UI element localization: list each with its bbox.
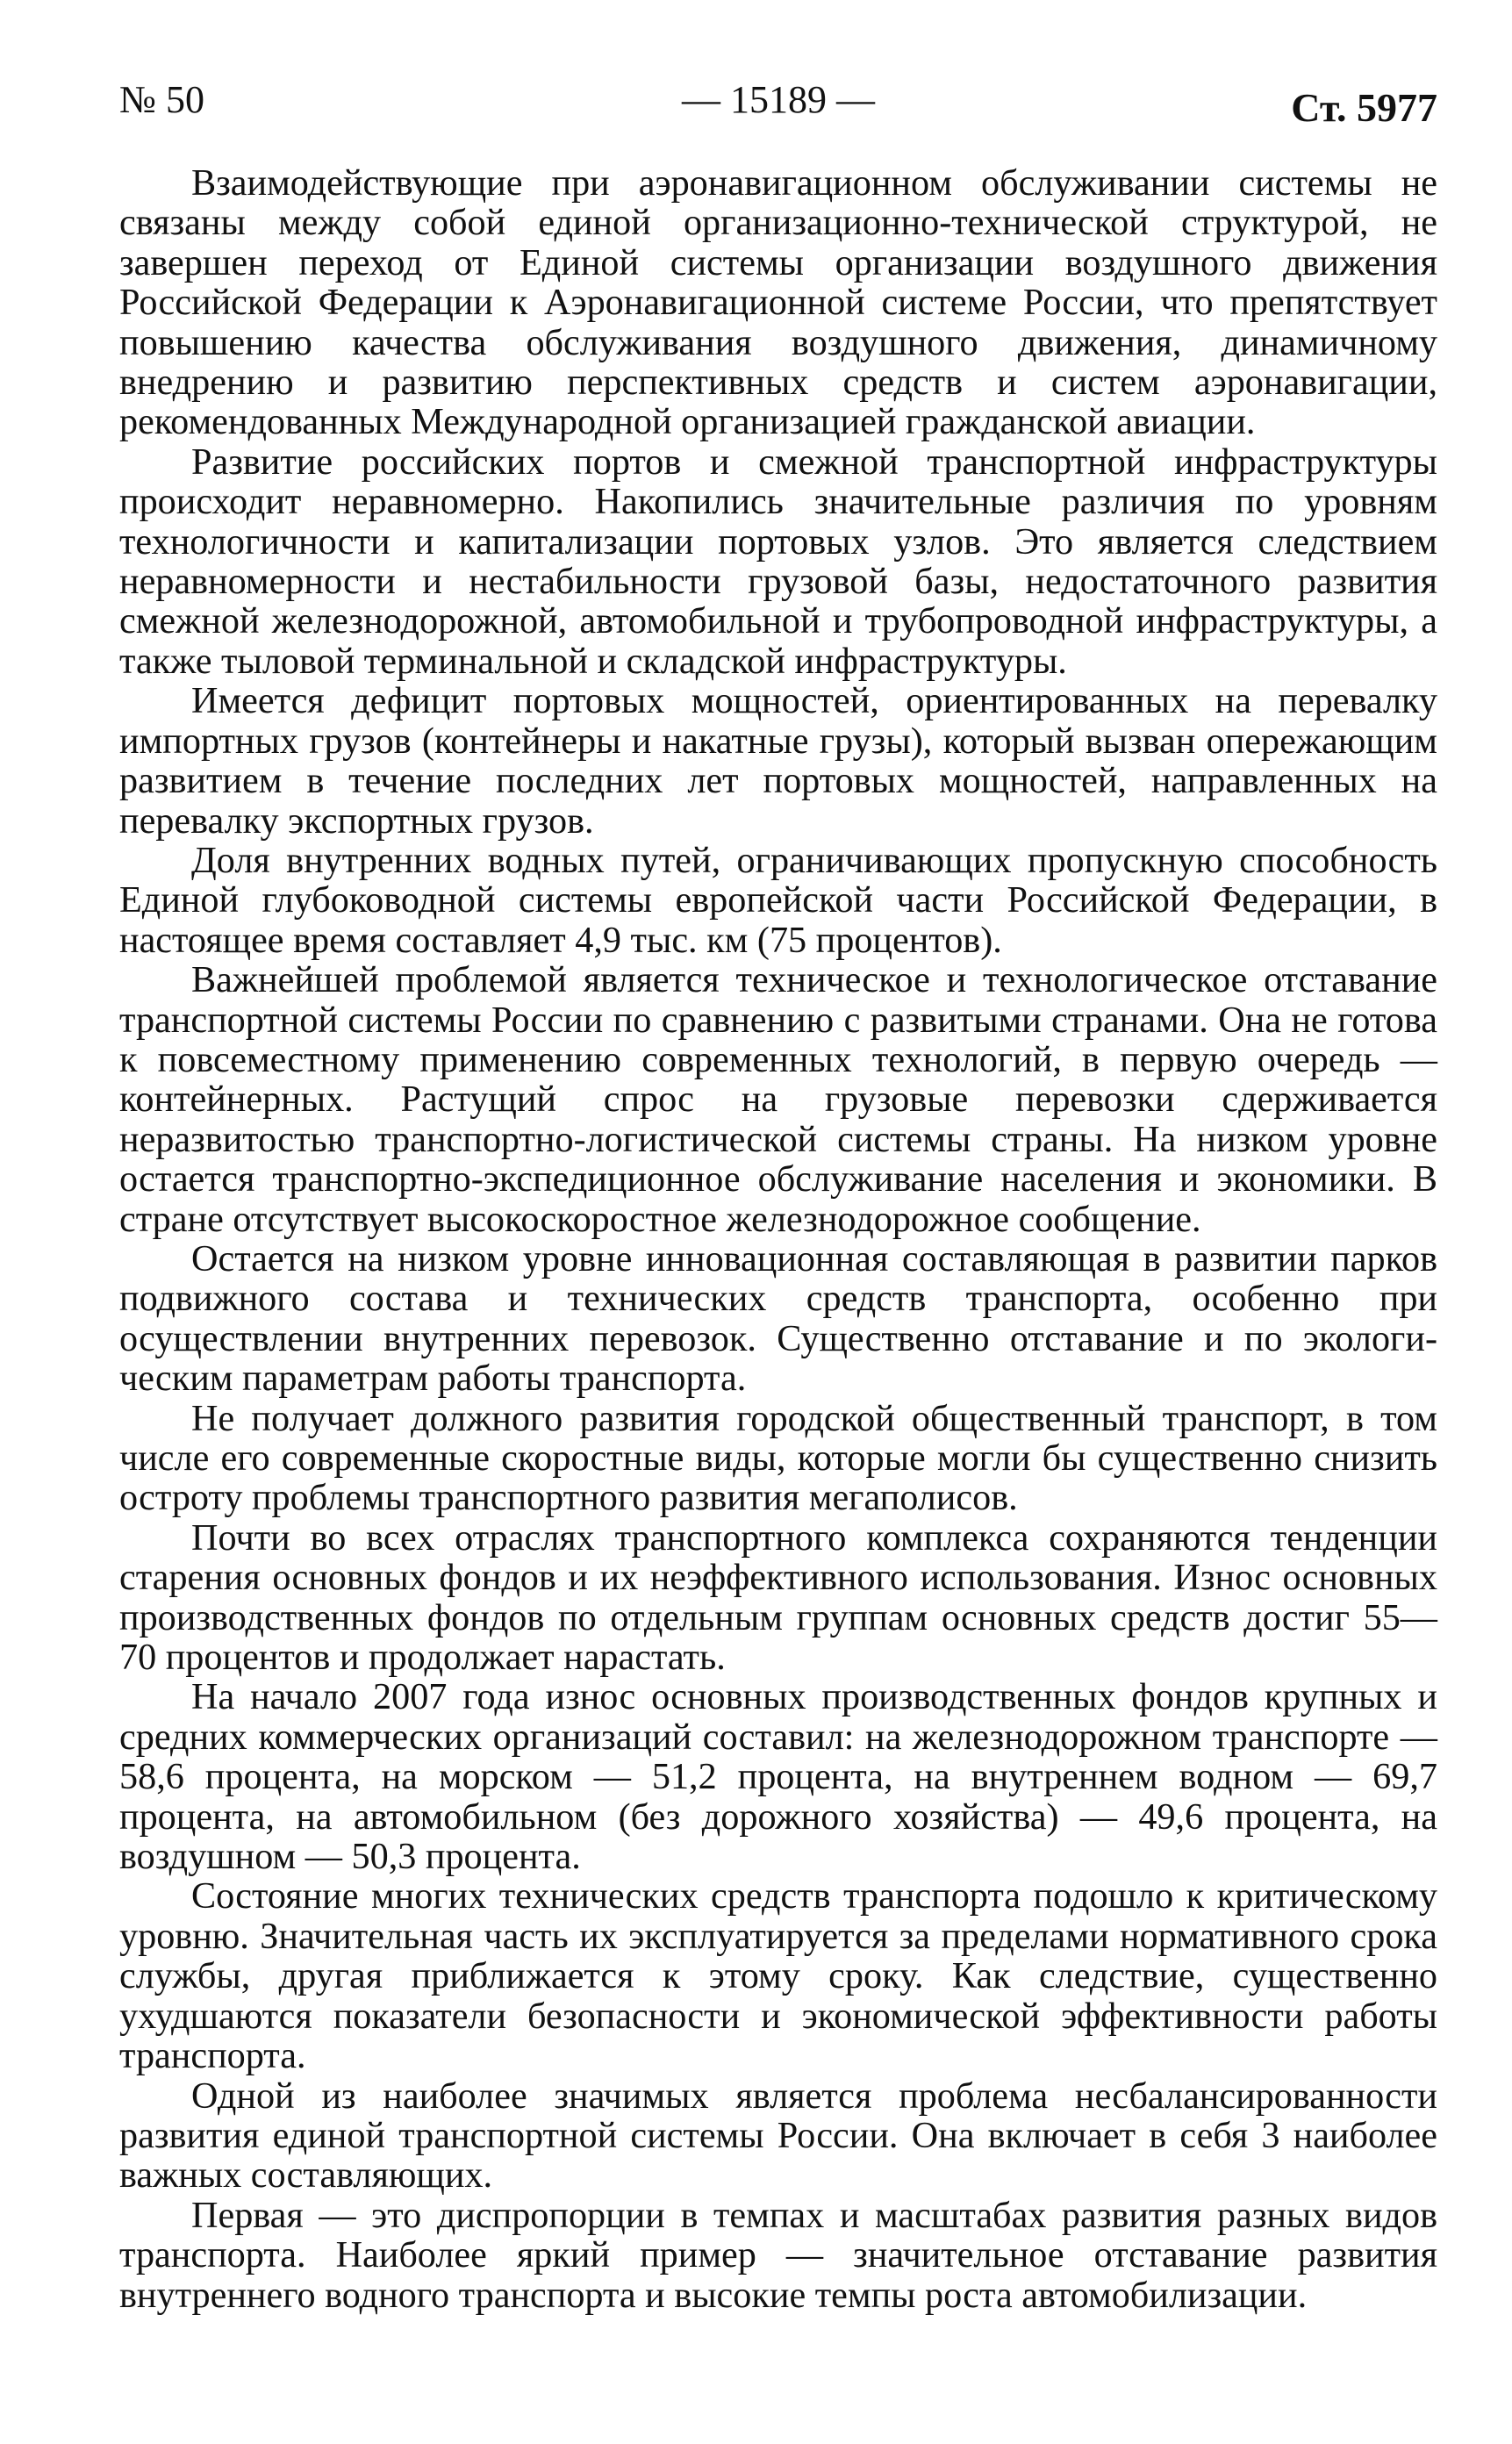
- paragraph: Имеется дефицит портовых мощностей, ориентированных на перевалку импортных грузов (контейнеры и накатные грузы), который вызван опережающим развитием в течение последних лет портовых мощностей, направленных на перевалку экспортных грузов.: [119, 680, 1437, 842]
- paragraph: Не получает должного развития городской общественный транспорт, в том числе его современные скоростные виды, которые могли бы существенно снизить остроту проблемы транспортного развития мегаполисов.: [119, 1397, 1437, 1519]
- paragraph: На начало 2007 года износ основных производственных фондов крупных и средних коммерческих организаций составил: на железнодорожном транспорте — 58,6 процента, на морском — 51,2 процента, на внутреннем водном — 69,7 процента, на автомобильном (без дорожного хозяйства) — 49,6 процента, на воздушном — 50,3 процента.: [119, 1676, 1437, 1878]
- paragraph: Важнейшей проблемой является техническое и технологическое отставание транспортной системы России по сравнению с развитыми странами. Она не готова к повсеместному применению современных технологий, в первую очередь — контейнерных. Растущий спрос на грузовые перевозки сдерживается неразвитостью транспортно-логистической системы страны. На низком уровне остается транспортно-экспедиционное обслуживание населения и экономики. В стране отсутствует высокоскоростное железнодорожное сообщение.: [119, 959, 1437, 1240]
- paragraph: Одной из наиболее значимых является проблема несбалансированности развития единой транспортной системы России. Она включает в себя 3 наиболее важных составляющих.: [119, 2075, 1437, 2197]
- paragraph: Взаимодействующие при аэронавигационном обслуживании системы не связаны между собой единой организационно-технической структурой, не завершен переход от Единой системы организации воздушного движения Российской Федерации к Аэронавигационной системе России, что препятствует повышению качества обслуживания воздушного движения, динамичному внедрению и развитию перспективных средств и систем аэронавигации, рекомендованных Международной организацией гражданской авиации.: [119, 162, 1437, 443]
- document-page: [119, 78, 1437, 2316]
- paragraph: Доля внутренних водных путей, ограничивающих пропускную способность Единой глубоководной системы европейской части Российской Федерации, в настоящее время составляет 4,9 тыс. км (75 процентов).: [119, 839, 1437, 961]
- paragraph: Состояние многих технических средств транспорта подошло к критическому уровню. Значительная часть их эксплуатируется за пределами нормативного срока службы, другая приближается к этому сроку. Как следствие, существенно ухудшаются показатели безопасности и экономической эффективности работы транспорта.: [119, 1875, 1437, 2077]
- page-header: [119, 78, 1437, 133]
- paragraph: Первая — это диспропорции в темпах и масштабах развития разных видов транспорта. Наиболее яркий пример — значительное отставание развития внутреннего водного транспорта и высокие темпы роста автомобилизации.: [119, 2194, 1437, 2316]
- issue-number: № 50: [119, 78, 204, 121]
- article-number: Ст. 5977: [1291, 85, 1437, 130]
- paragraph: Остается на низком уровне инновационная составляющая в развитии парков подвижного состава и технических средств транспорта, особенно при осуществлении внутренних перевозок. Существенно отставание и по экологическим параметрам работы транспорта.: [119, 1237, 1437, 1400]
- paragraph: Почти во всех отраслях транспортного комплекса сохраняются тенденции старения основных фондов и их неэффективного использования. Износ основных производственных фондов по отдельным группам основных средств достиг 55—70 процентов и продолжает нарастать.: [119, 1516, 1437, 1679]
- paragraph: Развитие российских портов и смежной транспортной инфраструктуры происходит неравномерно. Накопились значительные различия по уровням технологичности и капитализации портовых узлов. Это является следствием неравномерности и нестабильности грузовой базы, недостаточного развития смежной железнодорожной, автомобильной и трубопроводной инфраструктуры, а также тыловой терминальной и складской инфраструктуры.: [119, 441, 1437, 682]
- page-number: — 15189 —: [682, 78, 875, 121]
- document-body: [119, 163, 1437, 2315]
